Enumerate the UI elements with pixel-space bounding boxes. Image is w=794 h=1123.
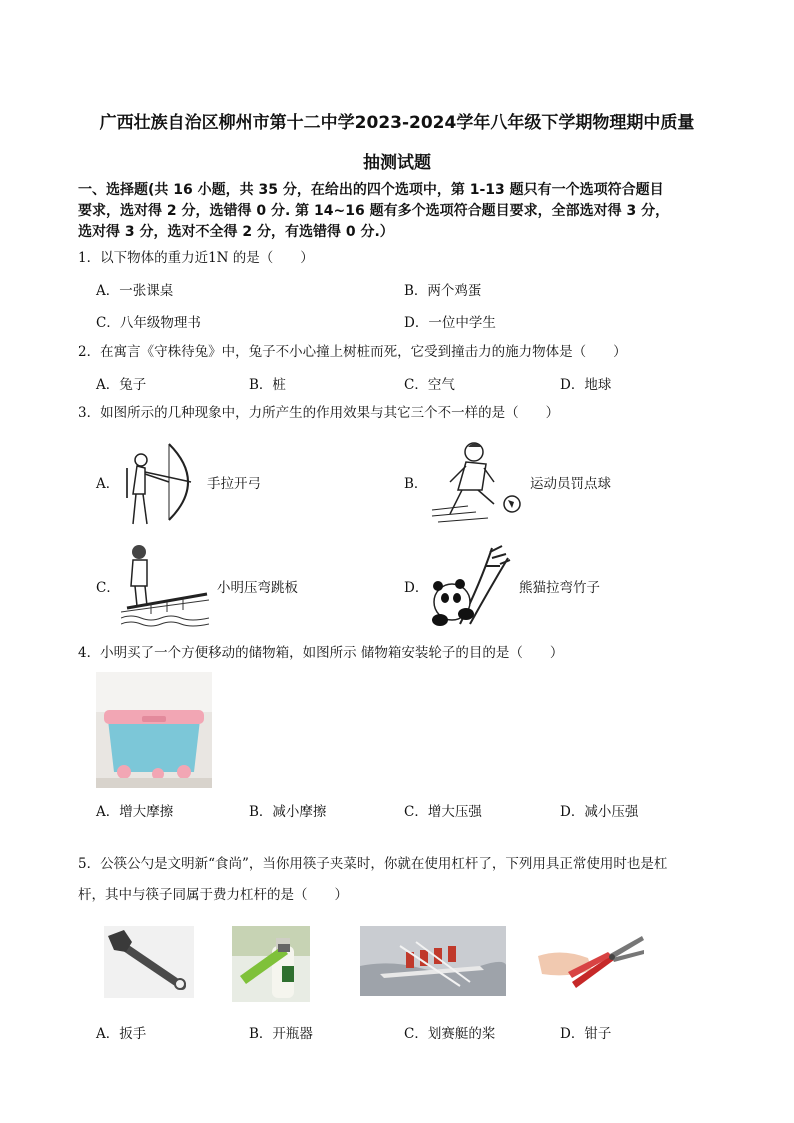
q3-option-d-letter[interactable]: D． (404, 580, 429, 596)
page-title-line2: 抽测试题 (363, 153, 431, 173)
q1-option-a[interactable]: A．一张课桌 (96, 283, 174, 299)
q3-caption-a: 手拉开弓 (207, 476, 261, 492)
question-4-stem: 4．小明买了一个方便移动的储物箱，如图所示 储物箱安装轮子的目的是（ ） (78, 645, 564, 661)
storage-box-photo (96, 672, 212, 788)
q4-option-d[interactable]: D．减小压强 (560, 804, 639, 820)
section-heading-line2: 要求，选对得 2 分，选错得 0 分. 第 14~16 题有多个选项符合题目要求，全部选对得 3 分， (78, 203, 670, 219)
page-title: 广西壮族自治区柳州市第十二中学2023-2024学年八年级下学期物理期中质量 (99, 113, 695, 133)
q3-option-b-letter[interactable]: B． (404, 476, 428, 492)
penalty-kick-drawing-image (428, 438, 522, 524)
diving-board-drawing-image (121, 542, 209, 628)
archer-drawing-image (121, 438, 199, 526)
q4-option-b[interactable]: B．减小摩擦 (249, 804, 327, 820)
pliers-photo (532, 926, 650, 1002)
q5-option-b[interactable]: B．开瓶器 (249, 1026, 313, 1042)
bottle-opener-photo (232, 926, 310, 1002)
question-5-stem-line2: 杆，其中与筷子同属于费力杠杆的是（ ） (78, 887, 348, 903)
q3-caption-b: 运动员罚点球 (530, 476, 611, 492)
q3-option-c-letter[interactable]: C． (96, 580, 120, 596)
q1-option-b[interactable]: B．两个鸡蛋 (404, 283, 482, 299)
q1-option-d[interactable]: D．一位中学生 (404, 315, 496, 331)
q2-option-d[interactable]: D．地球 (560, 377, 612, 393)
q3-caption-c: 小明压弯跳板 (217, 580, 298, 596)
q2-option-a[interactable]: A．兔子 (96, 377, 147, 393)
q2-option-b[interactable]: B．桩 (249, 377, 286, 393)
question-2-stem: 2．在寓言《守株待兔》中，兔子不小心撞上树桩而死，它受到撞击力的施力物体是（ ） (78, 344, 627, 360)
question-1-stem: 1．以下物体的重力近1N 的是（ ） (78, 250, 314, 266)
q3-option-a-letter[interactable]: A． (96, 476, 120, 492)
section-heading-line3: 选对得 3 分，选对不全得 2 分，有选错得 0 分.） (78, 224, 394, 240)
wrench-photo (104, 926, 194, 998)
rowing-boat-photo (360, 926, 506, 996)
q1-option-c[interactable]: C．八年级物理书 (96, 315, 201, 331)
panda-bamboo-drawing-image (430, 544, 512, 628)
q4-option-a[interactable]: A．增大摩擦 (96, 804, 174, 820)
q5-option-a[interactable]: A．扳手 (96, 1026, 147, 1042)
q3-caption-d: 熊猫拉弯竹子 (519, 580, 600, 596)
q5-option-c[interactable]: C．划赛艇的桨 (404, 1026, 496, 1042)
q2-option-c[interactable]: C．空气 (404, 377, 455, 393)
question-3-stem: 3．如图所示的几种现象中，力所产生的作用效果与其它三个不一样的是（ ） (78, 405, 560, 421)
q4-option-c[interactable]: C．增大压强 (404, 804, 482, 820)
q5-option-d[interactable]: D．钳子 (560, 1026, 612, 1042)
question-5-stem-line1: 5．公筷公勺是文明新“食尚”，当你用筷子夹菜时，你就在使用杠杆了，下列用具正常使用时也是杠 (78, 856, 668, 872)
section-heading-line1: 一、选择题(共 16 小题，共 35 分，在给出的四个选项中，第 1-13 题只有一个选项符合题目 (78, 182, 664, 198)
